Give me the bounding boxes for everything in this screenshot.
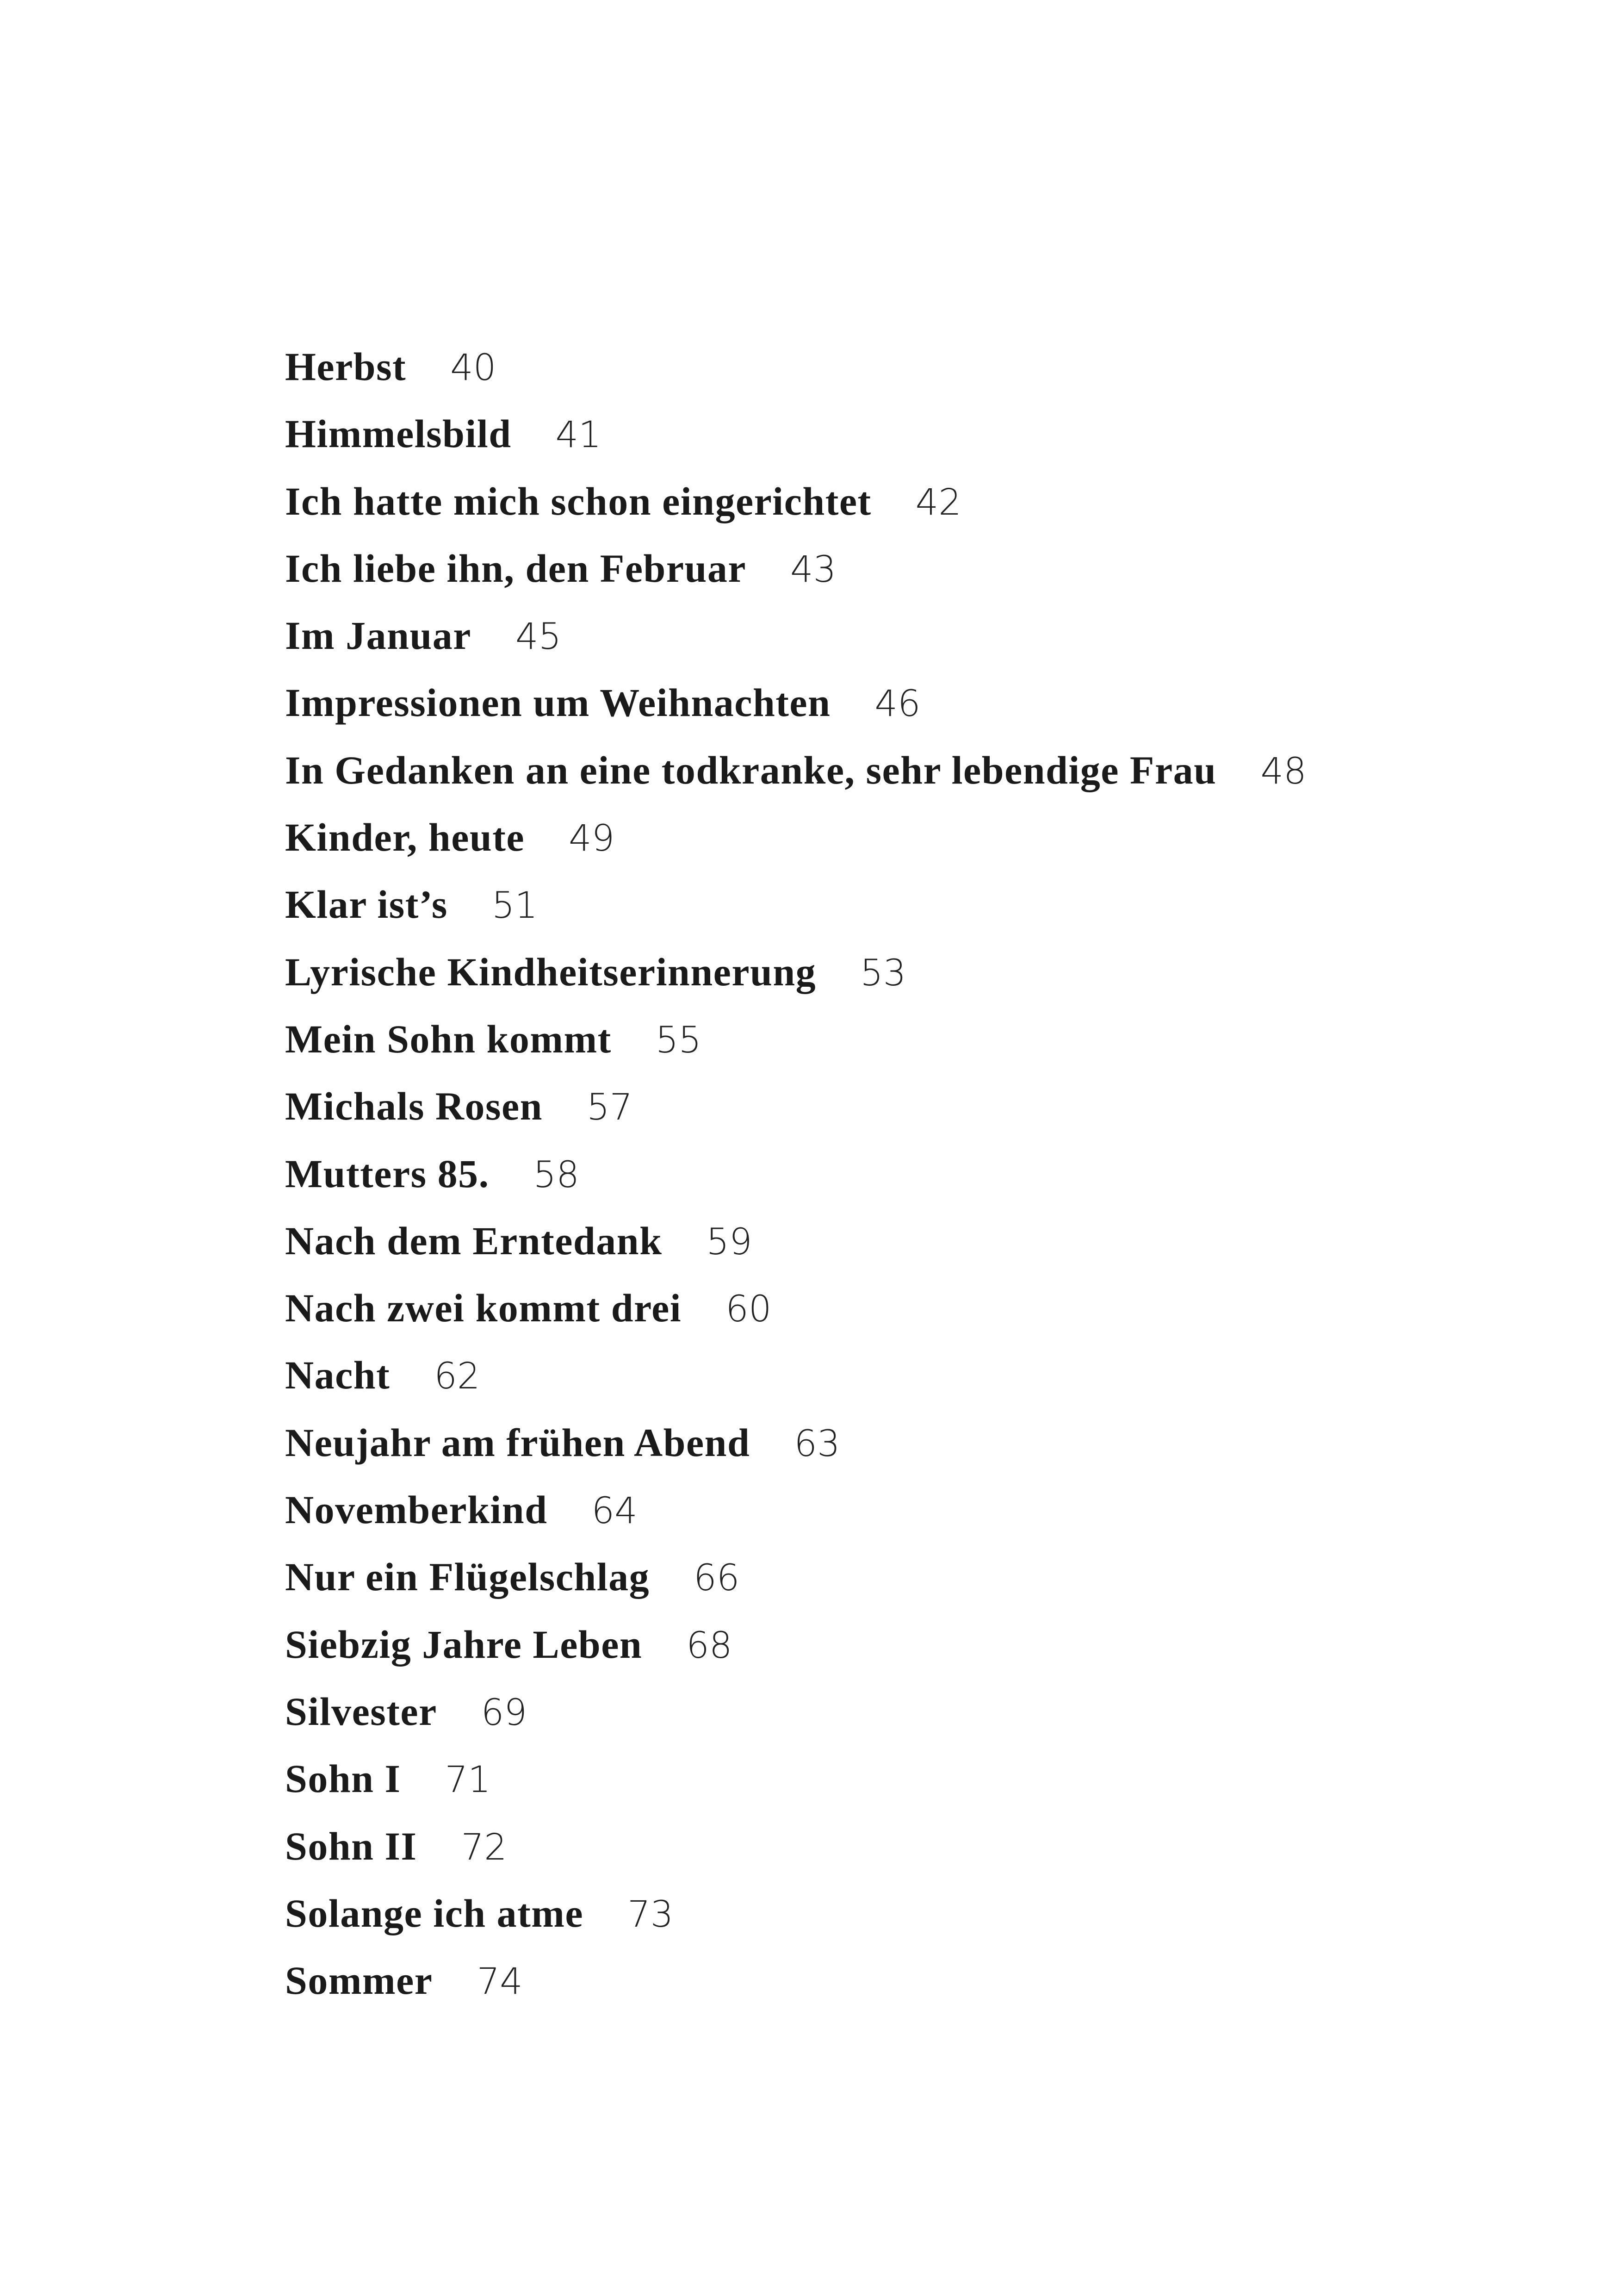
toc-entry-title: In Gedanken an eine todkranke, sehr lebendige Frau (285, 747, 1217, 792)
toc-entry-page: 63 (794, 1423, 840, 1465)
toc-entry-page: 72 (461, 1826, 507, 1868)
toc-entry-page: 41 (555, 414, 601, 456)
toc-entry-title: Solange ich atme (285, 1891, 584, 1935)
toc-entry-page: 62 (434, 1356, 480, 1398)
toc-entry-title: Kinder, heute (285, 815, 525, 860)
toc-entry (285, 1880, 1307, 1947)
toc-entry-title: Sommer (285, 1958, 433, 2003)
toc-entry-page: 71 (445, 1759, 491, 1801)
toc-entry (285, 1342, 1307, 1409)
toc-entry (285, 1073, 1307, 1140)
toc-entry-page: 53 (860, 952, 906, 994)
toc-entry-page: 48 (1260, 750, 1307, 792)
toc-entry-title: Sohn II (285, 1823, 417, 1868)
toc-entry (285, 1409, 1307, 1476)
toc-entry-title: Ich hatte mich schon eingerichtet (285, 479, 872, 523)
toc-entry (285, 804, 1307, 871)
toc-entry-page: 74 (477, 1961, 523, 2003)
toc-entry-page: 58 (533, 1154, 579, 1196)
toc-entry-title: Nur ein Flügelschlag (285, 1555, 650, 1599)
toc-entry (285, 1947, 1307, 2014)
toc-entry-title: Mein Sohn kommt (285, 1016, 612, 1061)
toc-entry (285, 333, 1307, 400)
toc-entry-page: 69 (481, 1692, 527, 1734)
toc-entry-title: Herbst (285, 344, 407, 389)
toc-entry-page: 57 (587, 1087, 633, 1129)
toc-entry-page: 68 (686, 1624, 732, 1667)
toc-entry-page: 43 (790, 548, 837, 591)
toc-entry (285, 871, 1307, 938)
toc-entry (285, 1611, 1307, 1678)
toc-entry-title: Lyrische Kindheitserinnerung (285, 949, 817, 994)
toc-entry (285, 535, 1307, 602)
toc-entry-page: 55 (655, 1019, 702, 1061)
toc-entry (285, 1207, 1307, 1275)
toc-entry (285, 1813, 1307, 1880)
toc-entry-page: 42 (915, 481, 961, 523)
toc-entry (285, 1006, 1307, 1073)
toc-entry-page: 60 (725, 1288, 772, 1331)
toc-entry (285, 1678, 1307, 1745)
toc-entry-page: 51 (491, 885, 538, 927)
toc-entry (285, 400, 1307, 467)
toc-entry (285, 1140, 1307, 1207)
toc-entry (285, 602, 1307, 669)
toc-entry-title: Nach zwei kommt drei (285, 1286, 682, 1331)
toc-entry-title: Klar ist’s (285, 882, 448, 927)
toc-entry-title: Himmelsbild (285, 411, 512, 456)
toc-entry-title: Ich liebe ihn, den Februar (285, 546, 747, 591)
toc-entry-page: 45 (515, 616, 562, 658)
toc-entry-page: 49 (569, 818, 615, 860)
toc-entry-title: Im Januar (285, 613, 471, 658)
toc-entry (285, 669, 1307, 736)
toc-entry-title: Novemberkind (285, 1487, 548, 1532)
toc-entry-title: Nacht (285, 1353, 391, 1398)
toc-entry-page: 73 (627, 1893, 674, 1935)
toc-entry (285, 1275, 1307, 1342)
toc-entry-title: Silvester (285, 1689, 437, 1734)
toc-entry-page: 66 (694, 1557, 740, 1599)
toc-entry-title: Michals Rosen (285, 1084, 543, 1129)
toc-entry (285, 468, 1307, 535)
table-of-contents (285, 333, 1307, 2014)
toc-entry (285, 939, 1307, 1006)
toc-entry-title: Sohn I (285, 1756, 401, 1801)
toc-entry-title: Neujahr am frühen Abend (285, 1420, 750, 1465)
toc-entry (285, 1476, 1307, 1543)
toc-entry-title: Mutters 85. (285, 1151, 490, 1196)
toc-entry (285, 1745, 1307, 1812)
toc-entry-page: 64 (591, 1490, 638, 1532)
toc-entry (285, 737, 1307, 804)
toc-entry-title: Siebzig Jahre Leben (285, 1622, 643, 1667)
toc-entry-page: 46 (874, 683, 921, 725)
toc-entry-title: Nach dem Erntedank (285, 1218, 663, 1263)
toc-entry-title: Impressionen um Weihnachten (285, 680, 831, 725)
toc-entry-page: 40 (450, 347, 496, 389)
toc-entry (285, 1543, 1307, 1611)
toc-entry-page: 59 (706, 1221, 752, 1263)
